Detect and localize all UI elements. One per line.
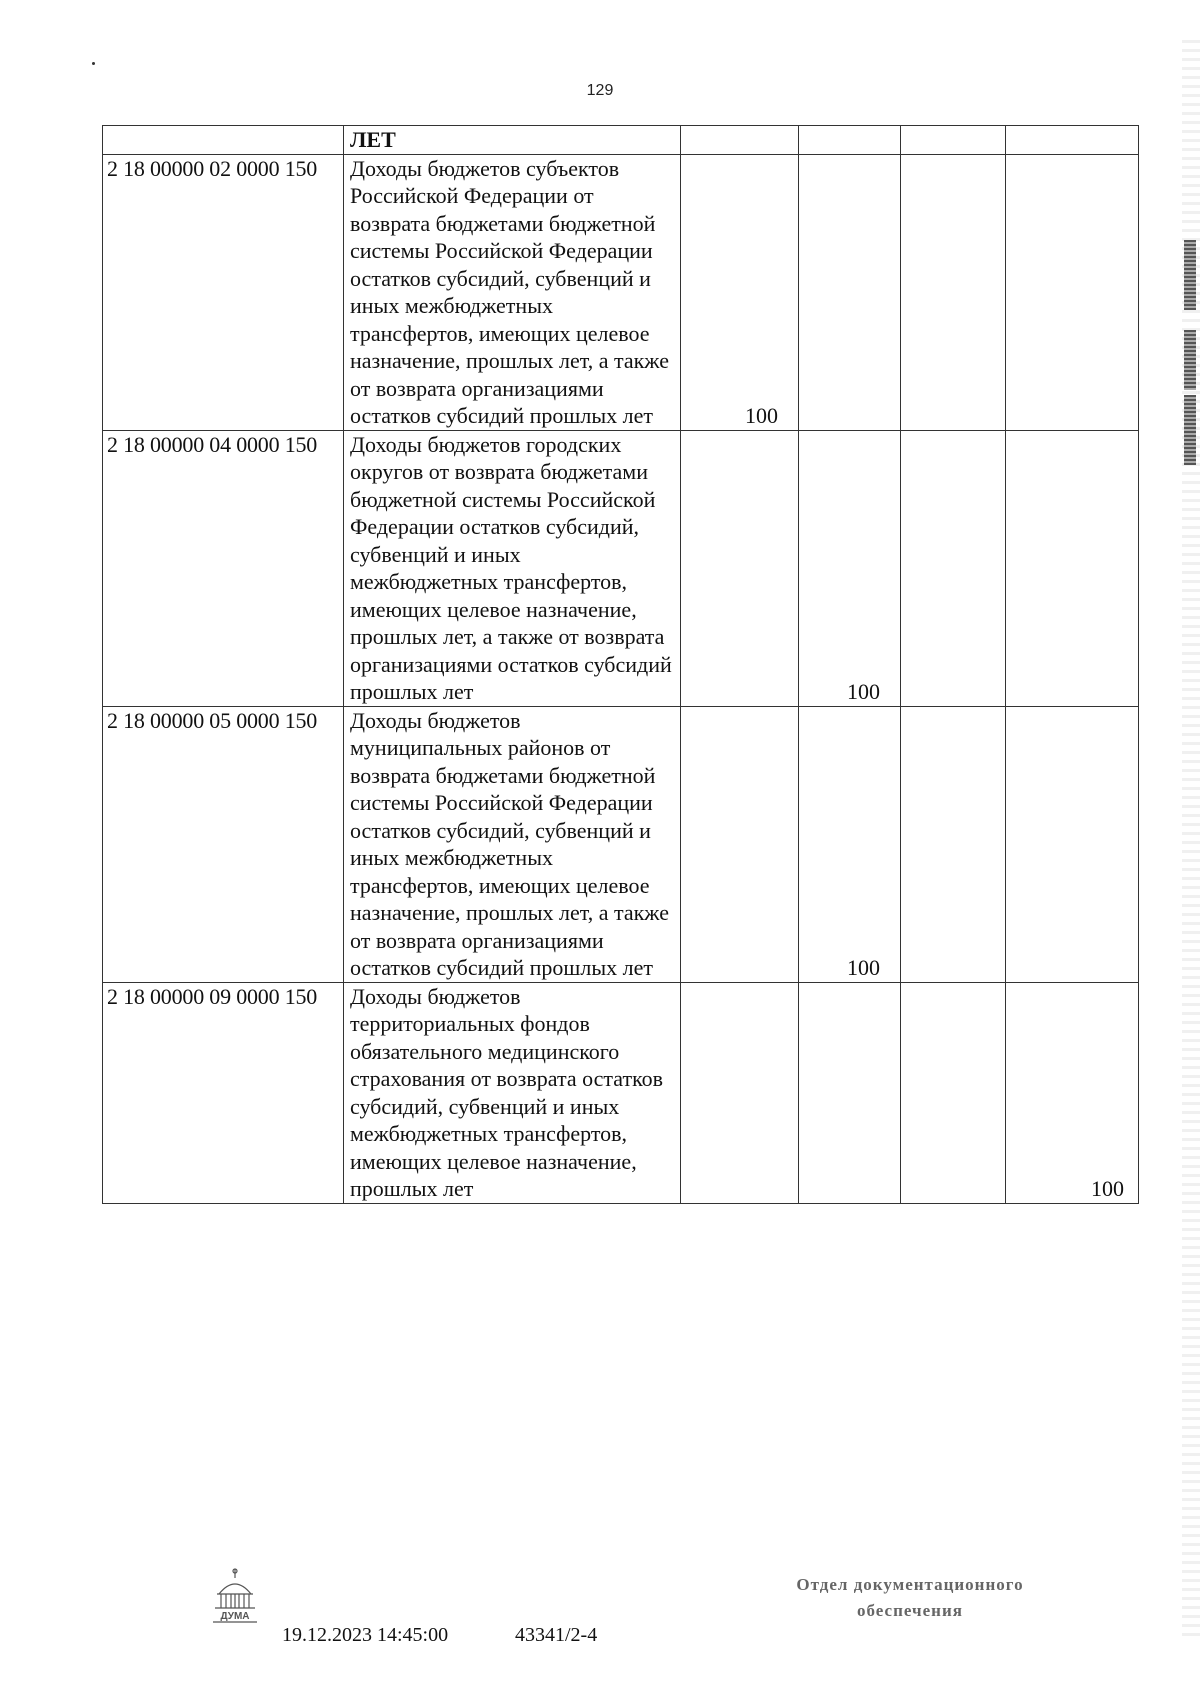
scan-edge-block xyxy=(1184,395,1196,465)
department-stamp xyxy=(760,1572,1060,1624)
cell-value-4 xyxy=(1006,430,1139,706)
footer-document-number: 43341/2-4 xyxy=(515,1624,598,1646)
cell-value-3 xyxy=(901,154,1006,430)
scan-edge-strip xyxy=(1182,40,1200,1640)
cell-value-1 xyxy=(681,982,799,1203)
cell-value-3 xyxy=(901,706,1006,982)
cell-value-2: 100 xyxy=(799,706,901,982)
scan-edge-block xyxy=(1184,330,1196,390)
stamp-line-1: Отдел документационного xyxy=(796,1575,1024,1594)
logo-text: ДУМА xyxy=(220,1611,250,1622)
cell-code: 2 18 00000 09 0000 150 xyxy=(103,982,344,1203)
page-number: 129 xyxy=(586,82,614,99)
cell-value-2: 100 xyxy=(799,430,901,706)
cell-value-4 xyxy=(1006,706,1139,982)
cell-value-4: 100 xyxy=(1006,982,1139,1203)
cell-value-2 xyxy=(799,982,901,1203)
table-row xyxy=(103,982,1139,1203)
footer-datetime: 19.12.2023 14:45:00 xyxy=(282,1624,449,1646)
table-row xyxy=(103,706,1139,982)
budget-code-table xyxy=(102,125,1139,1204)
cell-value-3 xyxy=(901,126,1006,155)
cell-value-3 xyxy=(901,430,1006,706)
cell-description: Доходы бюджетов субъектов Российской Федерации от возврата бюджетами бюджетной системы Российской Федерации остатков субсидий, субвенций и иных межбюджетных трансфертов, имеющих целевое назначение, прошлых лет, а также от возврата организациями остатков субсидий прошлых лет xyxy=(344,154,681,430)
cell-code: 2 18 00000 02 0000 150 xyxy=(103,154,344,430)
stamp-line-2: обеспечения xyxy=(857,1601,963,1620)
duma-building-logo-icon xyxy=(205,1566,265,1626)
cell-value-2 xyxy=(799,154,901,430)
table-row-header xyxy=(103,126,1139,155)
cell-value-4 xyxy=(1006,126,1139,155)
cell-value-1 xyxy=(681,430,799,706)
cell-description: Доходы бюджетов муниципальных районов от возврата бюджетами бюджетной системы Российской Федерации остатков субсидий, субвенций и иных межбюджетных трансфертов, имеющих целевое назначение, прошлых лет, а также от возврата организациями остатков субсидий прошлых лет xyxy=(344,706,681,982)
cell-code xyxy=(103,126,344,155)
cell-code: 2 18 00000 04 0000 150 xyxy=(103,430,344,706)
cell-value-1 xyxy=(681,706,799,982)
scan-dot-mark xyxy=(92,62,95,65)
cell-code: 2 18 00000 05 0000 150 xyxy=(103,706,344,982)
cell-value-1: 100 xyxy=(681,154,799,430)
cell-description: Доходы бюджетов городских округов от возврата бюджетами бюджетной системы Российской Федерации остатков субсидий, субвенций и иных межбюджетных трансфертов, имеющих целевое назначение, прошлых лет, а также от возврата организациями остатков субсидий прошлых лет xyxy=(344,430,681,706)
cell-value-1 xyxy=(681,126,799,155)
cell-description: ЛЕТ xyxy=(344,126,681,155)
cell-value-3 xyxy=(901,982,1006,1203)
scan-edge-block xyxy=(1184,240,1196,310)
table-row xyxy=(103,154,1139,430)
cell-value-2 xyxy=(799,126,901,155)
cell-description: Доходы бюджетов территориальных фондов обязательного медицинского страхования от возврата остатков субсидий, субвенций и иных межбюджетных трансфертов, имеющих целевое назначение, прошлых лет xyxy=(344,982,681,1203)
table-row xyxy=(103,430,1139,706)
cell-value-4 xyxy=(1006,154,1139,430)
